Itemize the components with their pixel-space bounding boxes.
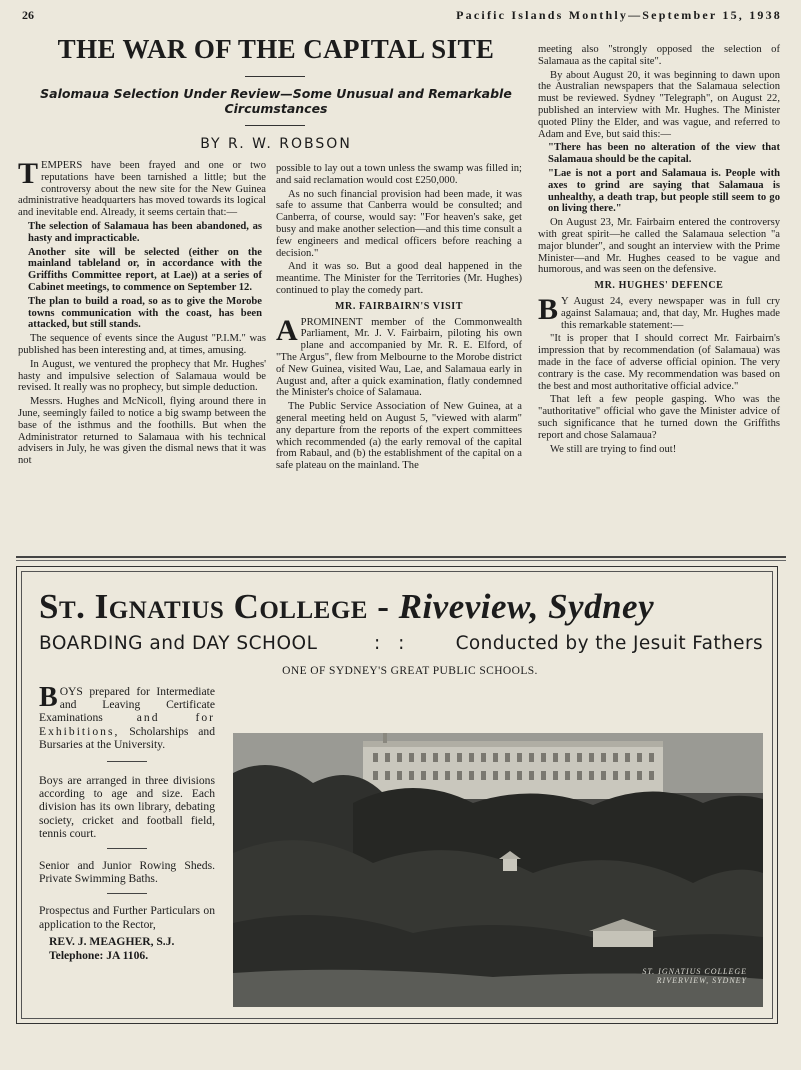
separator-colons: : : [374, 633, 411, 654]
paragraph: As no such financial provision had been made, it was safe to assume that Canberra would be consulted; and Canberra, of course, would say: "For heaven's sake, get busy and make another selection—and this time consult a few engineers and medical officers before reaching a decision." [276, 188, 522, 259]
paragraph: On August 23, Mr. Fairbairn entered the controversy with great spirit—he called the Salamaua selection "a major blunder", and sought an interview with the Prime Minister—and Mr. Hughes ceased to be vague and humorous, and was seen on the defensive. [538, 217, 780, 276]
photo-caption: ST. IGNATIUS COLLEGE RIVERVIEW, SYDNEY [642, 967, 747, 985]
paragraph: In August, we ventured the prophecy that Mr. Hughes' hasty and impulsive selection of Salamaua would be revised. It really was no prophecy, but simple deduction. [18, 358, 266, 394]
masthead: Pacific Islands Monthly—September 15, 1938 [456, 8, 782, 22]
ad-paragraph: Senior and Junior Rowing Sheds. Private Swimming Baths. [39, 859, 215, 886]
section-divider [16, 556, 786, 558]
ad-paragraph: Boys are arranged in three divisions according to age and size. Each division has its own library, debating society, cricket and football field, tennis court. [39, 774, 215, 840]
drop-cap: T [18, 157, 39, 190]
paragraph: possible to lay out a town unless the swamp was filled in; and said reclamation would cost £250,000. [276, 163, 522, 186]
section-heading: MR. FAIRBAIRN'S VISIT [334, 300, 464, 312]
telephone: Telephone: JA 1106. [49, 948, 149, 962]
ad-signature [39, 935, 215, 963]
paragraph: By about August 20, it was beginning to dawn upon the Australian newspapers that the Salamaua selection must be reviewed. Sydney "Telegraph", on August 22, published an interview with Mr. Hughes. The Minister quoted Pliny the Elder, and was vague, and referred to Adam and Eve, but said this:— [538, 69, 780, 140]
article-byline: BY R. W. ROBSON [200, 136, 352, 152]
paragraph: Messrs. Hughes and McNicoll, flying around there in June, seemingly failed to notice a big swamp between the base of the isthmus and the foothills. But when the Administrator returned to Salamaua with his technical advisers in July, he was given the dismal news that it was not [18, 396, 266, 467]
ad-paragraph: Prospectus and Further Particulars on application to the Rector, [39, 904, 215, 931]
summary-point: The plan to build a road, so as to give the Morobe towns communication with the coast, has been attacked, but still stands. [28, 295, 262, 331]
summary-point: Another site will be selected (either on the mainland tableland or, in accordance with the Griffiths Committee report, at Lae)) at a series of Cabinet meetings, to commence on September 12. [28, 246, 262, 293]
quote: "Lae is not a port and Salamaua is. People with axes to grind are saying that Salamaua is unhealthy, a death trap, but people still seem to go on living there." [548, 167, 780, 215]
ad-rule [107, 761, 147, 762]
ad-body [39, 682, 215, 963]
quote: "There has been no alteration of the view that Salamaua should be the capital. [548, 142, 780, 166]
article-column-3 [538, 44, 780, 457]
section-divider-thin [16, 560, 786, 561]
ad-title [39, 587, 759, 627]
subtitle-rule [245, 125, 305, 126]
paragraph: APROMINENT member of the Commonwealth Parliament, Mr. J. V. Fairbairn, piloting his own plane and accompanied by Mr. R. E. Elford, of "The Argus", flew from Melbourne to the Morobe district of New Guinea, visited Wau, Lae, and Salamaua early in August and, after a quick examination, flatly condemned the Minister's choice of Salamaua. [276, 313, 522, 399]
paragraph: We still are trying to find out! [550, 443, 677, 455]
paragraph: That left a few people gasping. Who was the "authoritative" official who gave the Minister advice of such significance that he turned down the Griffiths report and chose Salamaua? [538, 394, 780, 441]
paragraph: The sequence of events since the August "P.I.M." was published has been interesting and, at times, amusing. [18, 333, 266, 356]
ad-paragraph: BOYS prepared for Intermediate and Leaving Certificate Examinations and for Exhibitions, Scholarships and Bursaries at the University. [39, 682, 215, 751]
article-title: THE WAR OF THE CAPITAL SITE [57, 34, 495, 64]
conducted-by: Conducted by the Jesuit Fathers [455, 633, 763, 654]
drop-cap: B [39, 682, 58, 713]
page-number: 26 [22, 8, 34, 22]
drop-cap: A [276, 313, 298, 347]
college-photograph [233, 733, 763, 1007]
rector-name: REV. J. MEAGHER, S.J. [49, 934, 175, 948]
paragraph: TEMPERS have been frayed and one or two reputations have been tarnished a little; but the controversy about the new site for the New Guinea administrative headquarters has moved towards its logical and inevitable end. Already, it seems certain that:— [18, 157, 266, 219]
article-subtitle: Salomaua Selection Under Review—Some Unusual and Remarkable Circumstances [40, 86, 512, 116]
ad-tagline: ONE OF SYDNEY'S GREAT PUBLIC SCHOOLS. [282, 665, 538, 677]
paragraph: "It is proper that I should correct Mr. Fairbairn's impression that by recommendation (of Salamaua) was made in the face of adverse official opinion. The very contrary is the case. My recommendation was based on the best and most authoritative official advice." [538, 333, 780, 392]
college-location: Riveview, Sydney [398, 587, 655, 626]
school-type: BOARDING and DAY SCHOOL [39, 633, 318, 654]
title-dash: - [367, 587, 399, 626]
ad-rule [107, 848, 147, 849]
running-header [22, 8, 782, 26]
paragraph: B Y August 24, every newspaper was in full cry against Salamaua; and, that day, Mr. Hughes made this remarkable statement:— [538, 292, 780, 331]
drop-cap: B [538, 292, 559, 326]
section-heading: MR. HUGHES' DEFENCE [594, 280, 724, 292]
title-rule [245, 76, 305, 77]
college-advertisement [16, 566, 778, 1024]
college-photo-illustration [233, 733, 763, 1007]
paragraph: And it was so. But a good deal happened in the meantime. The Minister for the Territories (Mr. Hughes) continued to play the comedy part. [276, 261, 522, 296]
paragraph: meeting also "strongly opposed the selection of Salamaua as the capital site". [538, 44, 780, 67]
summary-point: The selection of Salamaua has been abandoned, as hasty and impracticable. [28, 220, 262, 244]
college-name: St. Ignatius College [39, 587, 368, 626]
paragraph: The Public Service Association of New Guinea, at a general meeting held on August 5, "viewed with alarm" any departure from the reports of the expert committees which recommended (a) the early removal of the capital from Rabaul, and (b) the establishment of the capital on a safe plateau on the mainland. The [276, 401, 522, 472]
article-column-2 [276, 163, 522, 474]
article-column-1 [18, 157, 266, 469]
ad-rule [107, 893, 147, 894]
